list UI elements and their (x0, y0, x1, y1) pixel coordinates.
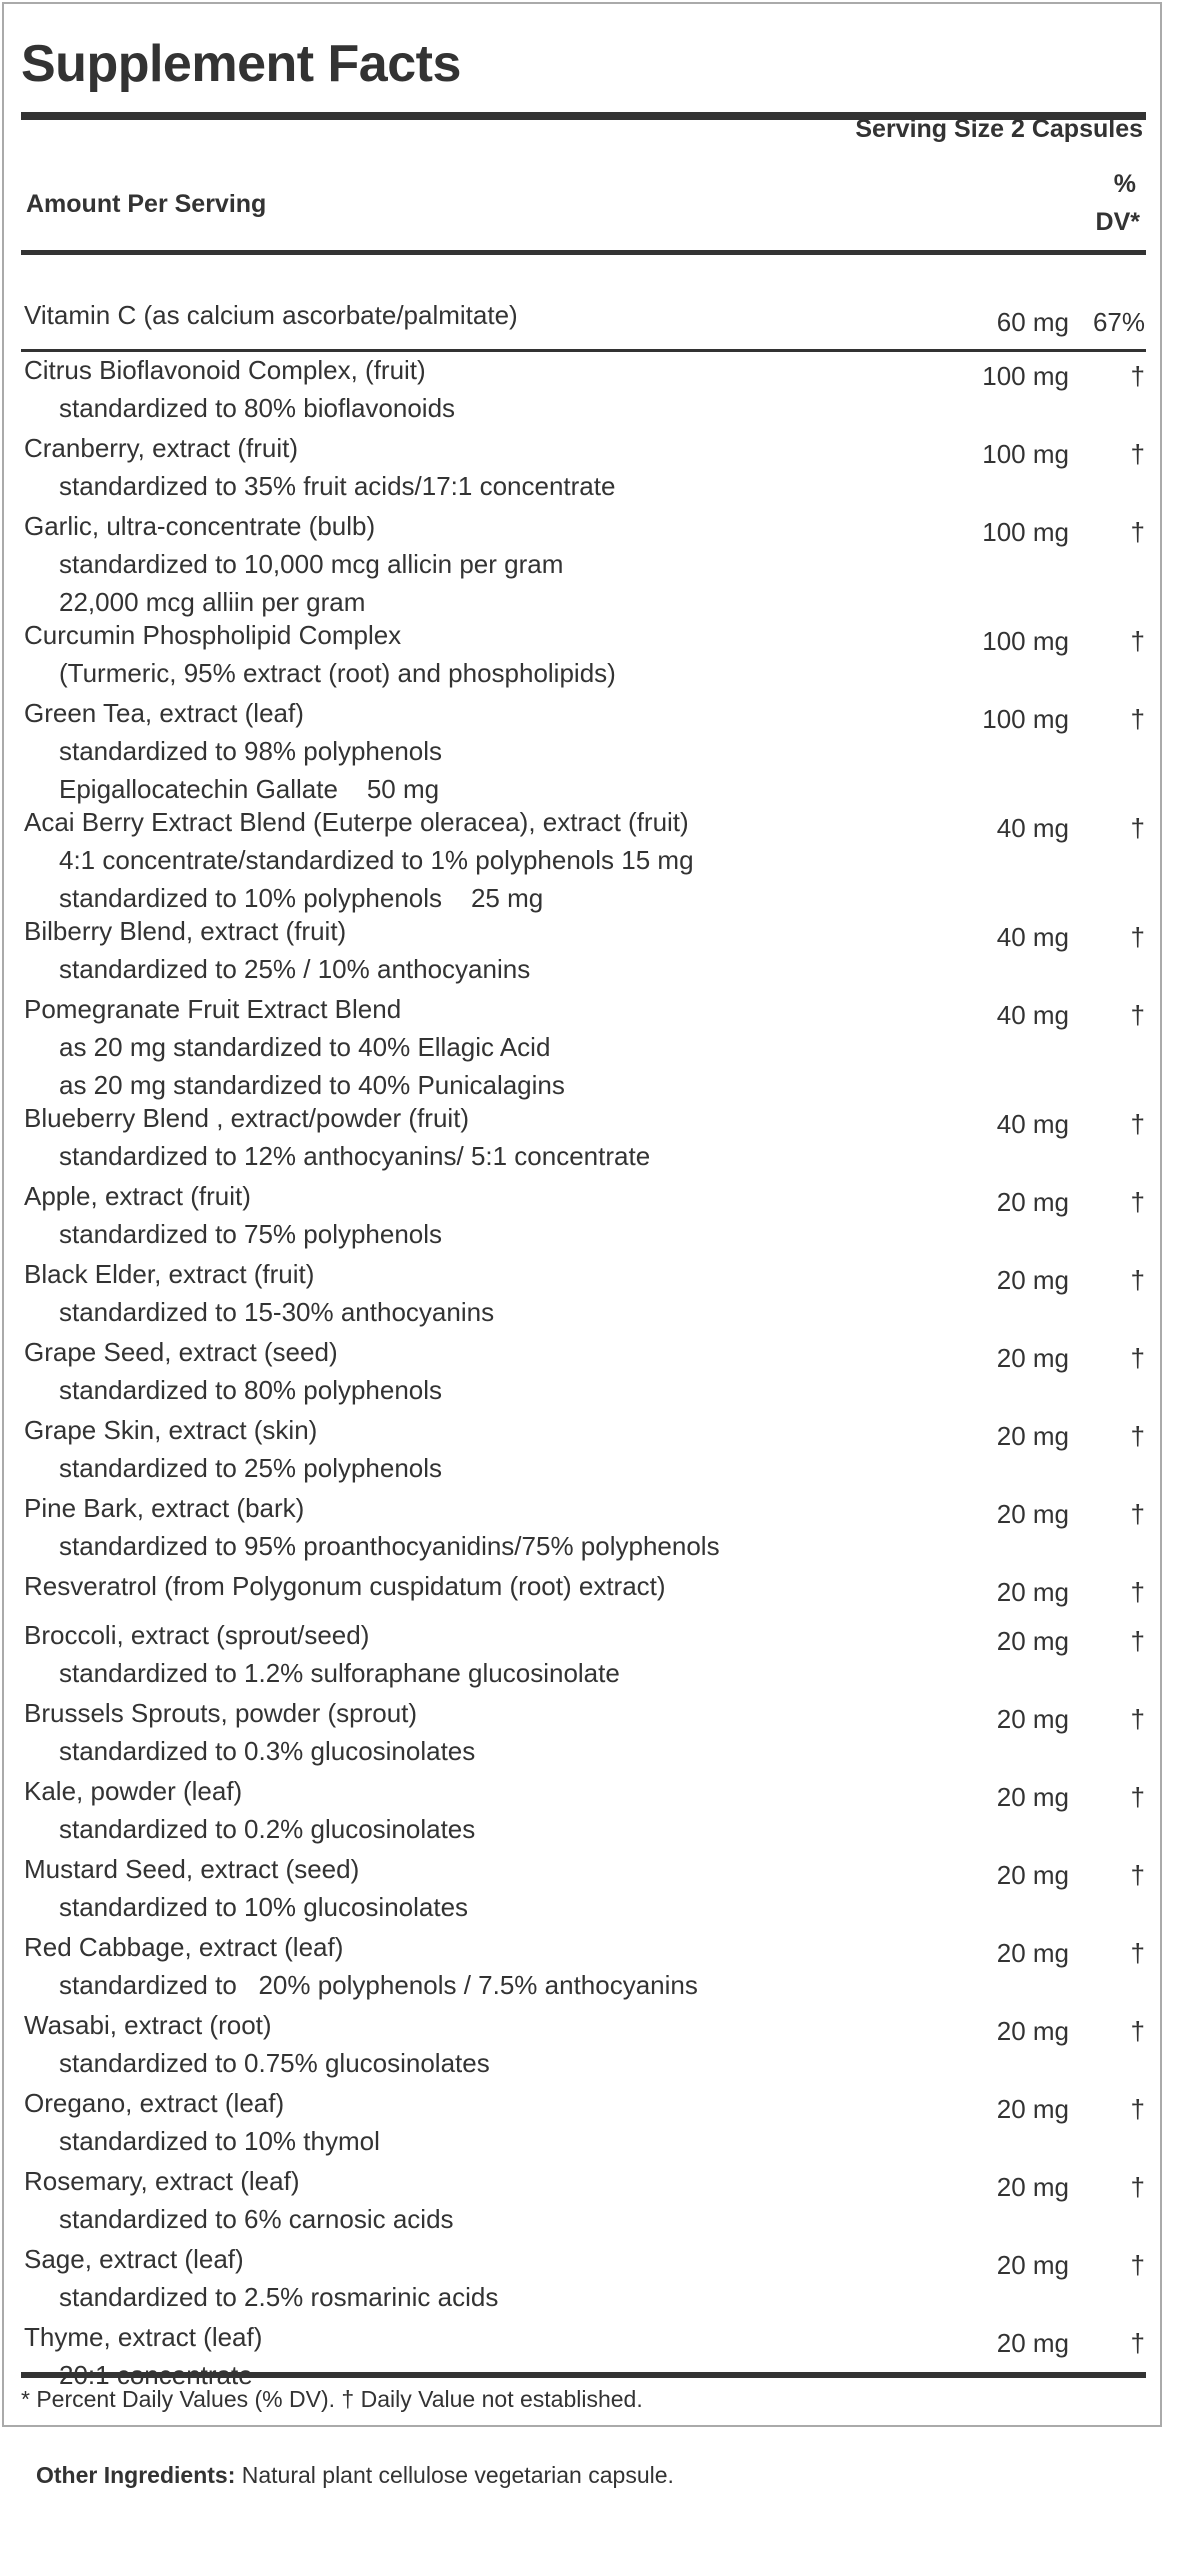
ingredient-dv: † (1130, 2172, 1145, 2202)
ingredient-dv: † (1130, 1265, 1145, 1295)
ingredient-amount: 40 mg (996, 1000, 1069, 1030)
ingredient-line (24, 1180, 1149, 1217)
ingredient-dv: † (1130, 626, 1145, 656)
ingredient-row (24, 915, 1149, 992)
ingredient-line (24, 1414, 1149, 1451)
ingredient-subline (24, 1807, 1149, 1852)
ingredient-row (24, 1102, 1149, 1179)
ingredient-line (24, 1853, 1149, 1890)
ingredient-name: Pine Bark, extract (bark) (24, 1493, 305, 1523)
ingredient-amount: 100 mg (982, 517, 1069, 547)
ingredient-name: Kale, powder (leaf) (24, 1776, 243, 1806)
ingredient-dv: † (1130, 1421, 1145, 1451)
ingredient-row (24, 2009, 1149, 2086)
ingredient-name: Acai Berry Extract Blend (Euterpe oleracea), extract (fruit) (24, 807, 689, 837)
ingredient-name: Curcumin Phospholipid Complex (24, 620, 402, 650)
ingredient-amount: 20 mg (996, 2328, 1069, 2358)
ingredient-row (24, 1258, 1149, 1335)
ingredient-dv: † (1130, 1626, 1145, 1656)
ingredient-detail: standardized to 35% fruit acids/17:1 concentrate (59, 471, 616, 501)
ingredient-dv: † (1130, 1938, 1145, 1968)
ingredient-detail: standardized to 20% polyphenols / 7.5% anthocyanins (59, 1970, 698, 2000)
ingredient-row (24, 619, 1149, 696)
ingredient-amount: 20 mg (996, 2250, 1069, 2280)
ingredient-dv: † (1130, 361, 1145, 391)
ingredient-dv: † (1130, 1343, 1145, 1373)
ingredient-amount: 20 mg (996, 1265, 1069, 1295)
ingredient-name: Black Elder, extract (fruit) (24, 1259, 315, 1289)
ingredient-detail: as 20 mg standardized to 40% Punicalagins (59, 1070, 565, 1100)
ingredient-detail: (Turmeric, 95% extract (root) and phospholipids) (59, 658, 616, 688)
ingredient-line (24, 299, 1149, 337)
ingredient-row (24, 1414, 1149, 1491)
ingredient-detail: standardized to 12% anthocyanins/ 5:1 concentrate (59, 1141, 651, 1171)
ingredient-subline (24, 587, 1149, 618)
ingredient-row (24, 1853, 1149, 1930)
ingredient-detail: standardized to 80% bioflavonoids (59, 393, 456, 423)
header-rule (21, 250, 1146, 255)
ingredient-subline (24, 1885, 1149, 1930)
supplement-facts-panel (2, 2, 1162, 2427)
ingredient-subline (24, 947, 1149, 992)
ingredient-name: Pomegranate Fruit Extract Blend (24, 994, 402, 1024)
ingredient-subline (24, 2119, 1149, 2164)
other-ingredients (36, 2460, 674, 2490)
ingredient-amount: 100 mg (982, 704, 1069, 734)
ingredient-subline (24, 729, 1149, 774)
ingredient-line (24, 1336, 1149, 1373)
ingredient-row (24, 993, 1149, 1101)
ingredient-row (24, 2165, 1149, 2242)
ingredient-detail: standardized to 0.2% glucosinolates (59, 1814, 476, 1844)
ingredient-name: Garlic, ultra-concentrate (bulb) (24, 511, 376, 541)
vitamin-rule (21, 349, 1146, 352)
ingredient-dv: † (1130, 2016, 1145, 2046)
bottom-rule (21, 2372, 1146, 2378)
amount-per-serving-header: Amount Per Serving (26, 190, 267, 218)
ingredient-name: Broccoli, extract (sprout/seed) (24, 1620, 370, 1650)
ingredient-amount: 40 mg (996, 1109, 1069, 1139)
ingredient-name: Sage, extract (leaf) (24, 2244, 244, 2274)
ingredient-subline (24, 2275, 1149, 2320)
ingredient-subline (24, 1070, 1149, 1101)
ingredient-amount: 20 mg (996, 1187, 1069, 1217)
ingredient-line (24, 1697, 1149, 1734)
ingredient-name: Bilberry Blend, extract (fruit) (24, 916, 347, 946)
ingredient-dv: † (1130, 1860, 1145, 1890)
ingredient-dv: † (1130, 1187, 1145, 1217)
ingredient-row (24, 2087, 1149, 2164)
ingredient-line (24, 432, 1149, 469)
ingredient-detail: as 20 mg standardized to 40% Ellagic Acid (59, 1032, 551, 1062)
ingredient-amount: 20 mg (996, 1938, 1069, 1968)
ingredient-dv: † (1130, 1704, 1145, 1734)
ingredient-name: Mustard Seed, extract (seed) (24, 1854, 360, 1884)
ingredient-detail: 22,000 mcg alliin per gram (59, 587, 366, 617)
ingredient-subline (24, 1212, 1149, 1257)
ingredient-detail: standardized to 10% polyphenols 25 mg (59, 883, 544, 913)
ingredient-subline (24, 542, 1149, 587)
ingredient-subline (24, 651, 1149, 696)
ingredient-amount: 100 mg (982, 626, 1069, 656)
ingredient-detail: standardized to 6% carnosic acids (59, 2204, 454, 2234)
ingredient-dv: † (1130, 1000, 1145, 1030)
ingredient-name: Brussels Sprouts, powder (sprout) (24, 1698, 418, 1728)
ingredient-subline (24, 1446, 1149, 1491)
ingredient-name: Red Cabbage, extract (leaf) (24, 1932, 344, 1962)
ingredient-subline (24, 1729, 1149, 1774)
ingredient-name: Blueberry Blend , extract/powder (fruit) (24, 1103, 470, 1133)
ingredient-line (24, 1258, 1149, 1295)
ingredient-amount: 60 mg (996, 307, 1069, 337)
ingredient-row (24, 354, 1149, 431)
ingredient-name: Grape Seed, extract (seed) (24, 1337, 338, 1367)
ingredient-line (24, 2165, 1149, 2202)
ingredient-dv: † (1130, 1499, 1145, 1529)
ingredient-dv: † (1130, 439, 1145, 469)
ingredient-row (24, 510, 1149, 618)
ingredient-subline (24, 883, 1149, 914)
ingredient-dv: † (1130, 2250, 1145, 2280)
ingredient-amount: 40 mg (996, 813, 1069, 843)
ingredient-detail: standardized to 2.5% rosmarinic acids (59, 2282, 499, 2312)
ingredient-dv: † (1130, 813, 1145, 843)
ingredient-row (24, 1931, 1149, 2008)
ingredient-line (24, 2243, 1149, 2280)
ingredient-amount: 20 mg (996, 1782, 1069, 1812)
ingredient-line (24, 1619, 1149, 1656)
ingredient-line (24, 697, 1149, 734)
ingredient-row (24, 1775, 1149, 1852)
ingredient-amount: 100 mg (982, 439, 1069, 469)
ingredient-name: Cranberry, extract (fruit) (24, 433, 299, 463)
ingredient-name: Vitamin C (as calcium ascorbate/palmitate) (24, 300, 518, 330)
ingredient-name: Resveratrol (from Polygonum cuspidatum (root) extract) (24, 1571, 666, 1601)
ingredient-row (24, 1697, 1149, 1774)
ingredient-subline (24, 1290, 1149, 1335)
ingredient-detail: standardized to 0.3% glucosinolates (59, 1736, 476, 1766)
ingredient-subline (24, 464, 1149, 509)
ingredient-amount: 20 mg (996, 1626, 1069, 1656)
ingredient-amount: 100 mg (982, 361, 1069, 391)
ingredient-detail: standardized to 95% proanthocyanidins/75% polyphenols (59, 1531, 720, 1561)
ingredient-line (24, 1931, 1149, 1968)
ingredient-line (24, 2321, 1149, 2358)
ingredient-subline (24, 1963, 1149, 2008)
ingredient-subline (24, 2041, 1149, 2086)
ingredient-row (24, 432, 1149, 509)
ingredient-dv: † (1130, 2094, 1145, 2124)
ingredient-line (24, 1102, 1149, 1139)
ingredient-row (24, 2243, 1149, 2320)
other-ingredients-label: Other Ingredients: (36, 2462, 236, 2488)
ingredient-line (24, 1492, 1149, 1529)
ingredient-subline (24, 386, 1149, 431)
ingredient-detail: standardized to 10% glucosinolates (59, 1892, 469, 1922)
ingredient-dv: † (1130, 1782, 1145, 1812)
ingredient-subline (24, 1134, 1149, 1179)
ingredient-detail: standardized to 15-30% anthocyanins (59, 1297, 495, 1327)
ingredient-subline (24, 1025, 1149, 1070)
ingredient-line (24, 2009, 1149, 2046)
ingredient-row (24, 697, 1149, 805)
ingredient-name: Thyme, extract (leaf) (24, 2322, 263, 2352)
ingredient-amount: 20 mg (996, 1577, 1069, 1607)
panel-title: Supplement Facts (21, 35, 461, 93)
ingredient-detail: standardized to 75% polyphenols (59, 1219, 443, 1249)
ingredient-line (24, 2087, 1149, 2124)
dv-header-percent: % (1113, 170, 1136, 198)
ingredient-name: Apple, extract (fruit) (24, 1181, 251, 1211)
ingredient-subline (24, 2197, 1149, 2242)
ingredient-subline (24, 1651, 1149, 1696)
ingredient-detail: standardized to 0.75% glucosinolates (59, 2048, 490, 2078)
ingredient-detail: 4:1 concentrate/standardized to 1% polyphenols 15 mg (59, 845, 694, 875)
ingredient-amount: 20 mg (996, 1421, 1069, 1451)
ingredient-subline (24, 774, 1149, 805)
ingredient-line (24, 354, 1149, 391)
ingredient-name: Wasabi, extract (root) (24, 2010, 272, 2040)
vitamin-row (24, 299, 1149, 337)
ingredient-row (24, 1619, 1149, 1696)
ingredient-amount: 20 mg (996, 1499, 1069, 1529)
ingredient-dv: † (1130, 704, 1145, 734)
ingredient-detail: standardized to 80% polyphenols (59, 1375, 443, 1405)
ingredient-line (24, 806, 1149, 843)
ingredient-amount: 20 mg (996, 2094, 1069, 2124)
ingredient-amount: 20 mg (996, 2172, 1069, 2202)
ingredient-subline (24, 1368, 1149, 1413)
ingredient-subline (24, 838, 1149, 883)
ingredient-row (24, 1570, 1149, 1607)
ingredient-subline (24, 1524, 1149, 1569)
ingredient-line (24, 993, 1149, 1030)
ingredient-amount: 20 mg (996, 1343, 1069, 1373)
ingredient-amount: 20 mg (996, 2016, 1069, 2046)
ingredient-amount: 40 mg (996, 922, 1069, 952)
ingredient-detail: standardized to 25% / 10% anthocyanins (59, 954, 531, 984)
ingredient-row (24, 1336, 1149, 1413)
ingredient-detail: standardized to 10,000 mcg allicin per gram (59, 549, 564, 579)
ingredient-name: Oregano, extract (leaf) (24, 2088, 285, 2118)
ingredient-name: Rosemary, extract (leaf) (24, 2166, 300, 2196)
ingredient-dv: † (1130, 2328, 1145, 2358)
ingredient-line (24, 915, 1149, 952)
ingredient-detail: standardized to 25% polyphenols (59, 1453, 443, 1483)
ingredient-name: Citrus Bioflavonoid Complex, (fruit) (24, 355, 426, 385)
other-ingredients-text: Natural plant cellulose vegetarian capsule. (235, 2462, 674, 2488)
ingredient-detail: standardized to 1.2% sulforaphane glucosinolate (59, 1658, 620, 1688)
ingredient-detail: Epigallocatechin Gallate 50 mg (59, 774, 440, 804)
ingredient-line (24, 619, 1149, 656)
ingredient-name: Grape Skin, extract (skin) (24, 1415, 318, 1445)
ingredient-detail: standardized to 10% thymol (59, 2126, 380, 2156)
ingredient-line (24, 510, 1149, 547)
ingredient-name: Green Tea, extract (leaf) (24, 698, 304, 728)
dv-header-label: DV* (1095, 208, 1140, 236)
ingredient-dv: 67% (1092, 307, 1145, 337)
ingredient-row (24, 806, 1149, 914)
ingredient-line (24, 1570, 1149, 1607)
ingredient-dv: † (1130, 922, 1145, 952)
ingredient-dv: † (1130, 517, 1145, 547)
ingredient-amount: 20 mg (996, 1704, 1069, 1734)
footnote: * Percent Daily Values (% DV). † Daily Value not established. (21, 2386, 643, 2412)
ingredient-row (24, 1492, 1149, 1569)
ingredient-amount: 20 mg (996, 1860, 1069, 1890)
ingredient-detail: standardized to 98% polyphenols (59, 736, 443, 766)
ingredient-dv: † (1130, 1109, 1145, 1139)
ingredient-row (24, 1180, 1149, 1257)
ingredient-line (24, 1775, 1149, 1812)
serving-size: Serving Size 2 Capsules (855, 115, 1143, 143)
ingredient-dv: † (1130, 1577, 1145, 1607)
